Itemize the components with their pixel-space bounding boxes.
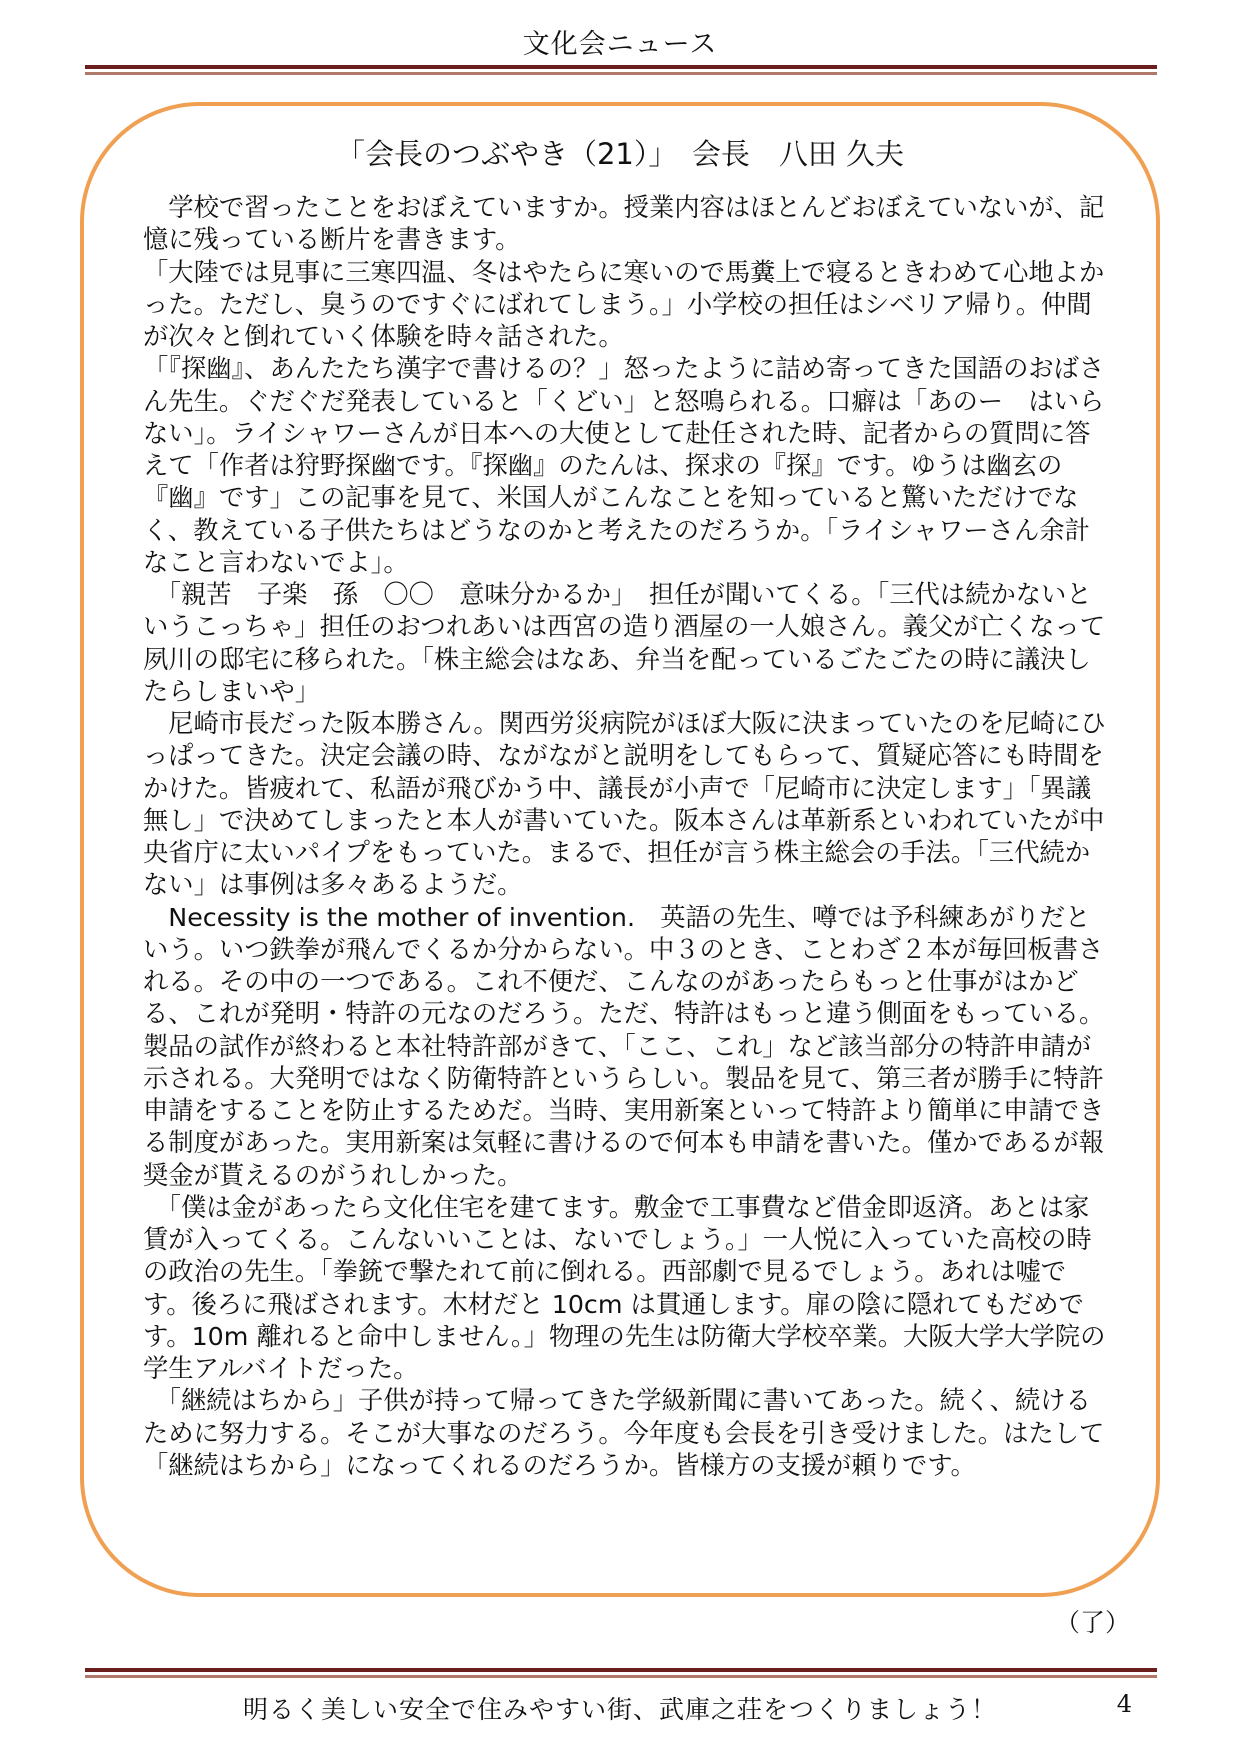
paragraph: 学校で習ったことをおぼえていますか。授業内容はほとんどおぼえていないが、記憶に残っている断片を書きます。	[143, 193, 1105, 255]
column-title: 「会長のつぶやき（21）」 会長 八田 久夫	[335, 137, 905, 171]
closing-mark: （了）	[1054, 1608, 1130, 1637]
page-header-title: 文化会ニュース	[522, 29, 718, 60]
article-body	[143, 192, 1106, 1482]
paragraph: 「僕は金があったら文化住宅を建てます。敷金で工事費など借金即返済。あとは家賃が入ってくる。こんないいことは、ないでしょう。」一人悦に入っていた高校の時の政治の先生。「拳銃で撃たれて前に倒れる。西部劇で見るでしょう。あれは嘘です。後ろに飛ばされます。木材だと 10cm は貫通します。扉の陰に隠れてもだめです。10m 離れると命中しません。」物理の先生は防衛大学校卒業。大阪大学大学院の学生アルバイトだった。	[143, 1192, 1106, 1383]
paragraph: 「『探幽』、あんたたち漢字で書けるの？」怒ったように詰め寄ってきた国語のおばさん先生。ぐだぐだ発表していると「くどい」と怒鳴られる。口癖は「あのー はいらない」。ライシャワーさんが日本への大使として赴任された時、記者からの質問に答えて「作者は狩野探幽です。『探幽』のたんは、探求の『探』です。ゆうは幽玄の『幽』です」この記事を見て、米国人がこんなことを知っていると驚いただけでなく、教えている子供たちはどうなのかと考えたのだろうか。「ライシャワーさん余計なこと言わないでよ」。	[143, 354, 1105, 577]
paragraph: 「親苦 子楽 孫 〇〇 意味分かるか」 担任が聞いてくる。「三代は続かないというこっちゃ」担任のおつれあいは西宮の造り酒屋の一人娘さん。義父が亡くなって夙川の邸宅に移られた。「株主総会はなあ、弁当を配っているごたごたの時に議決したらしまいや」	[143, 580, 1106, 706]
page-number: 4	[1116, 1690, 1132, 1718]
paragraph: 「大陸では見事に三寒四温、冬はやたらに寒いので馬糞上で寝るときわめて心地よかった。ただし、臭うのですぐにばれてしまう。」小学校の担任はシベリア帰り。仲間が次々と倒れていく体験を時々話された。	[143, 257, 1105, 351]
header-divider	[85, 65, 1157, 75]
footer-slogan: 明るく美しい安全で住みやすい街、武庫之荘をつくりましょう！	[242, 1695, 997, 1724]
paragraph: 尼崎市長だった阪本勝さん。関西労災病院がほぼ大阪に決まっていたのを尼崎にひっぱってきた。決定会議の時、ながながと説明をしてもらって、質疑応答にも時間をかけた。皆疲れて、私語が飛びかう中、議長が小声で「尼崎市に決定します」「異議無し」で決めてしまったと本人が書いていた。阪本さんは革新系といわれていたが中央省庁に太いパイプをもっていた。まるで、担任が言う株主総会の手法。「三代続かない」は事例は多々あるようだ。	[143, 709, 1106, 900]
footer-divider	[85, 1668, 1157, 1678]
paragraph: Necessity is the mother of invention. 英語の先生、噂では予科練あがりだという。いつ鉄拳が飛んでくるか分からない。中３のとき、ことわざ２本が毎回板書される。その中の一つである。これ不便だ、こんなのがあったらもっと仕事がはかどる、これが発明・特許の元なのだろう。ただ、特許はもっと違う側面をもっている。製品の試作が終わると本社特許部がきて、「ここ、これ」など該当部分の特許申請が示される。大発明ではなく防衛特許というらしい。製品を見て、第三者が勝手に特許申請をすることを防止するためだ。当時、実用新案といって特許より簡単に申請できる制度があった。実用新案は気軽に書けるので何本も申請を書いた。僅かであるが報奨金が貰えるのがうれしかった。	[143, 902, 1105, 1190]
paragraph: 「継続はちから」子供が持って帰ってきた学級新聞に書いてあった。続く、続けるために努力する。そこが大事なのだろう。今年度も会長を引き受けました。はたして「継続はちから」になってくれるのだろうか。皆様方の支援が頼りです。	[143, 1386, 1105, 1480]
